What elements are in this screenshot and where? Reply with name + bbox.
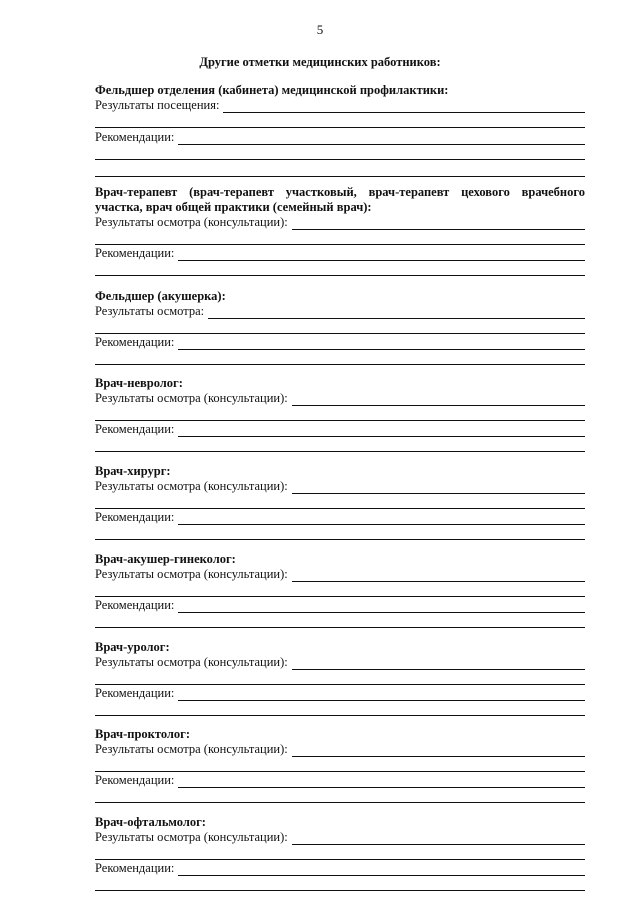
blank-line[interactable]	[95, 771, 585, 772]
recommendations-line[interactable]	[178, 513, 585, 525]
section-title: Врач-хирург:	[95, 464, 171, 478]
section-title: Врач-акушер-гинеколог:	[95, 552, 236, 566]
results-field[interactable]	[95, 830, 585, 845]
section-title: Врач-офтальмолог:	[95, 815, 206, 829]
recommendations-field[interactable]	[95, 686, 585, 701]
results-line[interactable]	[292, 218, 585, 230]
field-label: Рекомендации:	[95, 130, 175, 144]
blank-line[interactable]	[95, 451, 585, 452]
recommendations-field[interactable]	[95, 773, 585, 788]
field-label: Результаты посещения:	[95, 98, 220, 112]
results-line[interactable]	[292, 833, 585, 845]
section-urologist	[95, 640, 585, 716]
field-label: Результаты осмотра:	[95, 304, 205, 318]
blank-line[interactable]	[95, 539, 585, 540]
section-paramedic-prevention	[95, 83, 585, 177]
blank-line[interactable]	[95, 244, 585, 245]
blank-line[interactable]	[95, 127, 585, 128]
blank-line[interactable]	[95, 364, 585, 365]
blank-line[interactable]	[95, 684, 585, 685]
section-title: Врач-проктолог:	[95, 727, 191, 741]
section-title: Врач-терапевт (врач-терапевт участковый, врач-терапевт цехового врачебного участка, врач общей практики (семейный врач):	[95, 185, 585, 214]
field-label: Результаты осмотра (консультации):	[95, 655, 288, 669]
recommendations-line[interactable]	[178, 133, 585, 145]
blank-line[interactable]	[95, 890, 585, 891]
recommendations-line[interactable]	[178, 776, 585, 788]
blank-line[interactable]	[95, 802, 585, 803]
results-field[interactable]	[95, 391, 585, 406]
recommendations-field[interactable]	[95, 422, 585, 437]
field-label: Результаты осмотра (консультации):	[95, 479, 288, 493]
blank-line[interactable]	[95, 627, 585, 628]
results-field[interactable]	[95, 567, 585, 582]
page-number: 5	[316, 22, 324, 37]
section-proctologist	[95, 727, 585, 803]
field-label: Рекомендации:	[95, 246, 175, 260]
recommendations-line[interactable]	[178, 425, 585, 437]
recommendations-line[interactable]	[178, 249, 585, 261]
recommendations-field[interactable]	[95, 335, 585, 350]
results-line[interactable]	[223, 101, 585, 113]
field-label: Рекомендации:	[95, 422, 175, 436]
section-title: Фельдшер (акушерка):	[95, 289, 226, 303]
blank-line[interactable]	[95, 176, 585, 177]
recommendations-field[interactable]	[95, 861, 585, 876]
results-field[interactable]	[95, 215, 585, 230]
field-label: Результаты осмотра (консультации):	[95, 215, 288, 229]
results-line[interactable]	[292, 570, 585, 582]
recommendations-line[interactable]	[178, 338, 585, 350]
blank-line[interactable]	[95, 420, 585, 421]
field-label: Рекомендации:	[95, 598, 175, 612]
results-field[interactable]	[95, 304, 585, 319]
blank-line[interactable]	[95, 159, 585, 160]
section-therapist	[95, 185, 585, 276]
field-label: Результаты осмотра (консультации):	[95, 391, 288, 405]
results-field[interactable]	[95, 479, 585, 494]
results-field[interactable]	[95, 742, 585, 757]
field-label: Рекомендации:	[95, 773, 175, 787]
section-title: Врач-невролог:	[95, 376, 183, 390]
results-line[interactable]	[292, 482, 585, 494]
field-label: Рекомендации:	[95, 686, 175, 700]
recommendations-field[interactable]	[95, 510, 585, 525]
recommendations-field[interactable]	[95, 246, 585, 261]
results-line[interactable]	[292, 658, 585, 670]
results-field[interactable]	[95, 655, 585, 670]
recommendations-field[interactable]	[95, 130, 585, 145]
results-line[interactable]	[292, 394, 585, 406]
blank-line[interactable]	[95, 715, 585, 716]
blank-line[interactable]	[95, 596, 585, 597]
field-label: Рекомендации:	[95, 861, 175, 875]
section-title: Фельдшер отделения (кабинета) медицинской профилактики:	[95, 83, 449, 97]
blank-line[interactable]	[95, 333, 585, 334]
section-surgeon	[95, 464, 585, 540]
blank-line[interactable]	[95, 859, 585, 860]
field-label: Рекомендации:	[95, 510, 175, 524]
recommendations-line[interactable]	[178, 864, 585, 876]
section-gynecologist	[95, 552, 585, 628]
doc-title: Другие отметки медицинских работников:	[199, 55, 441, 69]
field-label: Результаты осмотра (консультации):	[95, 567, 288, 581]
results-field[interactable]	[95, 98, 585, 113]
section-ophthalmologist	[95, 815, 585, 891]
results-line[interactable]	[208, 307, 585, 319]
results-line[interactable]	[292, 745, 585, 757]
blank-line[interactable]	[95, 275, 585, 276]
section-title: Врач-уролог:	[95, 640, 170, 654]
field-label: Рекомендации:	[95, 335, 175, 349]
field-label: Результаты осмотра (консультации):	[95, 742, 288, 756]
recommendations-field[interactable]	[95, 598, 585, 613]
section-neurologist	[95, 376, 585, 452]
field-label: Результаты осмотра (консультации):	[95, 830, 288, 844]
section-paramedic-midwife	[95, 289, 585, 365]
recommendations-line[interactable]	[178, 689, 585, 701]
blank-line[interactable]	[95, 508, 585, 509]
recommendations-line[interactable]	[178, 601, 585, 613]
